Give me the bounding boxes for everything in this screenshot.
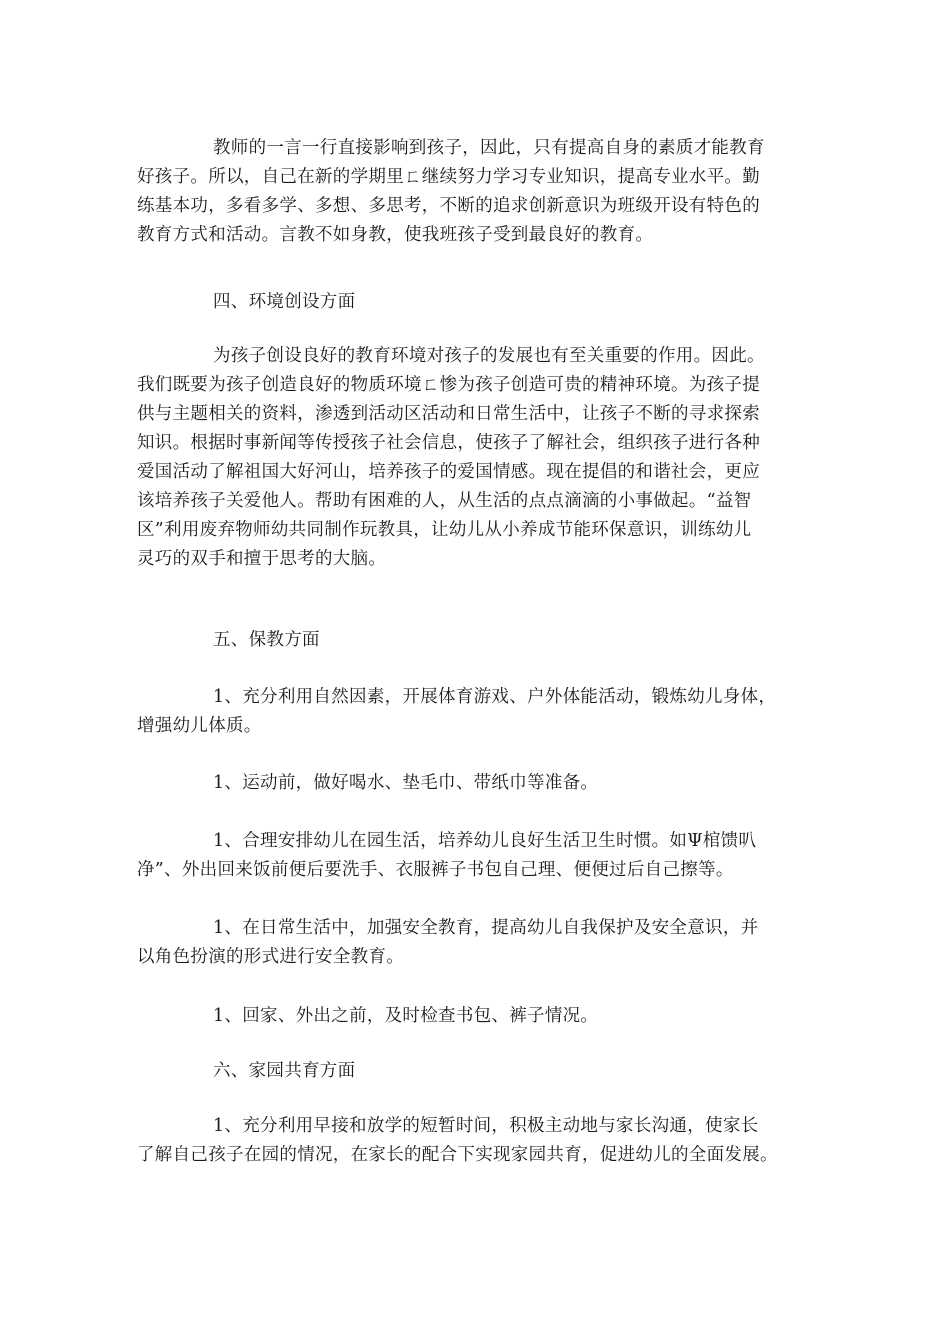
section-heading-environment: 四、环境创设方面 — [213, 292, 356, 312]
text-line: 1、合理安排幼儿在园生活，培养幼儿良好生活卫生时惯。如Ψ棺馈叭 — [213, 831, 757, 851]
text-line: 知识。根据时事新闻等传授孩子社会信息，使孩子了解社会，组织孩子进行各种 — [137, 433, 760, 453]
text-line: 为孩子创设良好的教育环境对孩子的发展也有至关重要的作用。因此。 — [213, 346, 765, 366]
paragraph-teacher-quality — [137, 134, 827, 250]
list-item-outdoor-activity — [137, 683, 827, 741]
text-line: 增强幼儿体质。 — [137, 716, 262, 736]
text-line: 好孩子。所以，自己在新的学期里ㄈ继续努力学习专业知识，提高专业水平。勤 — [137, 167, 760, 187]
text-line: 供与主题相关的资料，渗透到活动区活动和日常生活中，让孩子不断的寻求探索 — [137, 404, 760, 424]
text-line: 1、充分利用自然因素，开展体育游戏、户外体能活动，锻炼幼儿身体， — [213, 687, 777, 707]
text-line: 练基本功，多看多学、多想、多思考，不断的追求创新意识为班级开设有特色的 — [137, 196, 760, 216]
text-line: 该培养孩子关爱他人。帮助有困难的人，从生活的点点滴滴的小事做起。“益智 — [137, 491, 752, 511]
text-line: 净”、外出回来饭前便后要洗手、衣服裤子书包自己理、便便过后自己擦等。 — [137, 860, 734, 880]
text-line: 1、回家、外出之前，及时检查书包、裤子情况。 — [213, 1006, 599, 1026]
text-line: 爱国活动了解祖国大好河山，培养孩子的爱国情感。现在提倡的和谐社会，更应 — [137, 462, 760, 482]
text-line: 1、在日常生活中，加强安全教育，提高幼儿自我保护及安全意识，并 — [213, 918, 759, 938]
list-item-safety-education — [137, 914, 827, 972]
text-line: 以角色扮演的形式进行安全教育。 — [137, 947, 404, 967]
text-line: 教师的一言一行直接影响到孩子，因此，只有提高自身的素质才能教育 — [213, 138, 765, 158]
text-line: 区”利用废弃物师幼共同制作玩教具，让幼儿从小养成节能环保意识，训练幼儿 — [137, 520, 752, 540]
list-item-before-exercise — [137, 769, 827, 798]
list-item-daily-hygiene — [137, 827, 827, 885]
list-item-parent-communication — [137, 1112, 827, 1170]
text-line: 灵巧的双手和擅于思考的大脑。 — [137, 549, 387, 569]
section-heading-home-school: 六、家园共育方面 — [213, 1061, 356, 1081]
text-line: 教育方式和活动。言教不如身教，使我班孩子受到最良好的教育。 — [137, 225, 654, 245]
text-line: 1、运动前，做好喝水、垫毛巾、带纸巾等准备。 — [213, 773, 599, 793]
section-heading-care-education: 五、保教方面 — [213, 630, 320, 650]
text-line: 我们既要为孩子创造良好的物质环境ㄈ惨为孩子创造可贵的精神环境。为孩子提 — [137, 375, 760, 395]
text-line: 1、充分利用早接和放学的短暂时间，积极主动地与家长沟通，使家长 — [213, 1116, 759, 1136]
text-line: 了解自己孩子在园的情况，在家长的配合下实现家园共育，促进幼儿的全面发展。 — [137, 1145, 778, 1165]
paragraph-environment — [137, 342, 827, 574]
list-item-check-belongings — [137, 1002, 827, 1031]
